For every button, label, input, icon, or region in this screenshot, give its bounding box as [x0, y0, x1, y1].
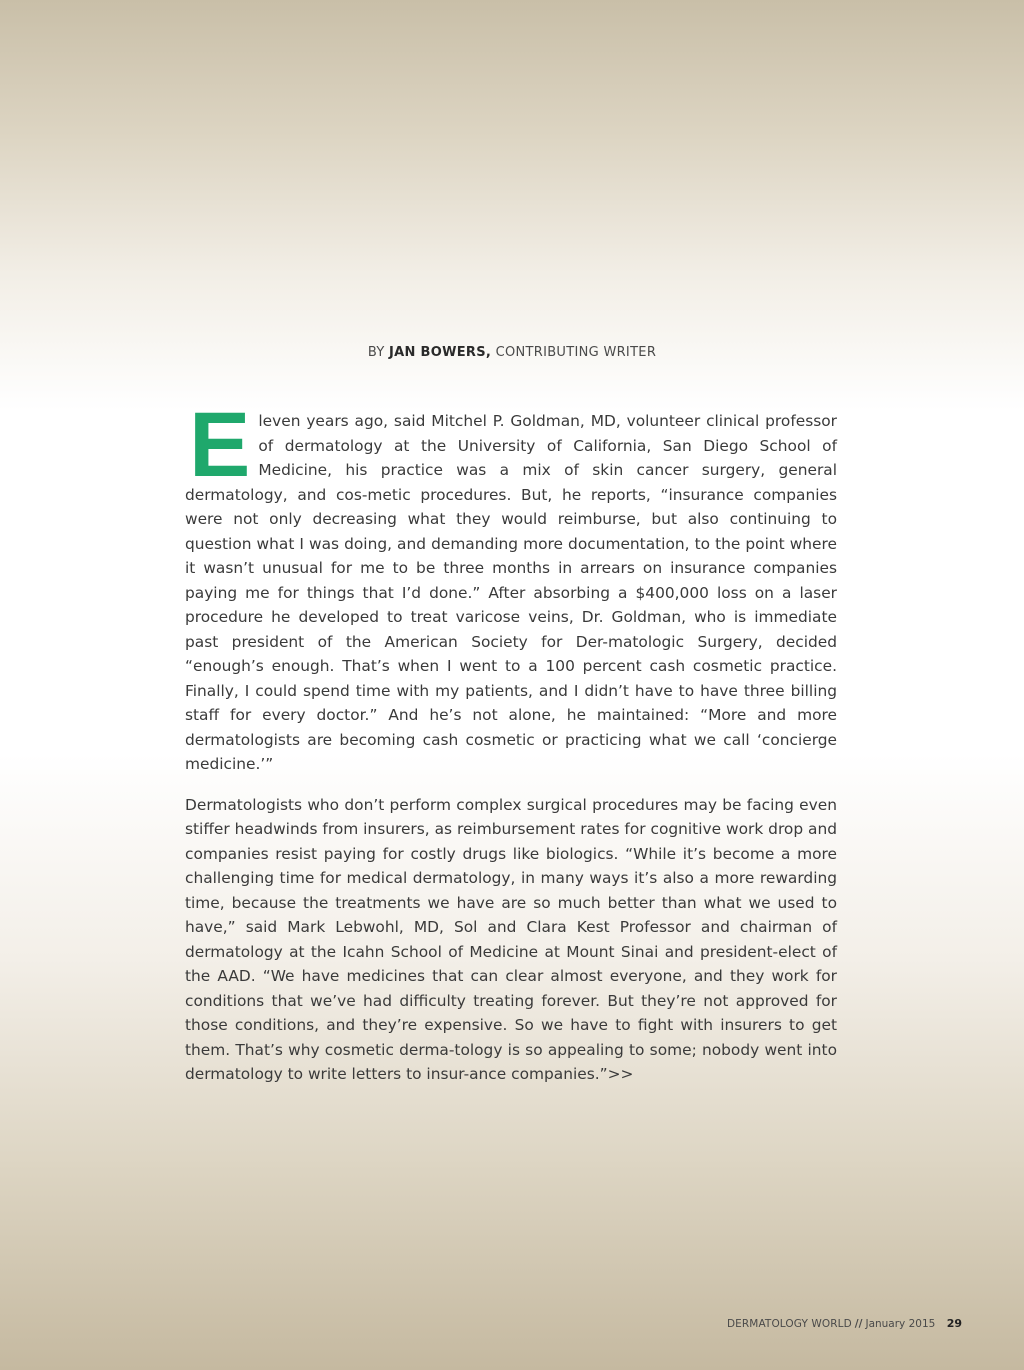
article-paragraph-1 [185, 394, 837, 777]
drop-cap: E [189, 394, 251, 496]
page-footer [727, 1317, 962, 1330]
paragraph-1-text: leven years ago, said Mitchel P. Goldman, MD, volunteer clinical professor of dermatology at the University of California, San Diego School of Medicine, his practice was a mix of skin cancer surgery, general dermatology, and cos-metic procedures. But, he reports, “insurance companies were not only decreasing what they would reimburse, but also continuing to question what I was doing, and demanding more documentation, to the point where it wasn’t unusual for me to be three months in arrears on insurance companies paying me for things that I’d done.” After absorbing a $400,000 loss on a laser procedure he developed to treat varicose veins, Dr. Goldman, who is immediate past president of the American Society for Der-matologic Surgery, decided “enough’s enough. That’s when I went to a 100 percent cash cosmetic practice. Finally, I could spend time with my patients, and I didn’t have to have three billing staff for every doctor.” And he’s not alone, he maintained: “More and more dermatologists are becoming cash cosmetic or practicing what we call ‘concierge medicine.’” [185, 412, 837, 773]
byline [0, 345, 1024, 360]
article-body [185, 394, 837, 1087]
byline-prefix: BY [367, 345, 385, 360]
page-number: 29 [946, 1317, 962, 1330]
issue-date: January 2015 [865, 1318, 936, 1330]
article-paragraph-2: Dermatologists who don’t perform complex surgical procedures may be facing even stiffer headwinds from insurers, as reimbursement rates for cognitive work drop and companies resist paying for costly drugs like biologics. “While it’s become a more challenging time for medical dermatology, in many ways it’s also a more rewarding time, because the treatments we have are so much better than what we used to have,” said Mark Lebwohl, MD, Sol and Clara Kest Professor and chairman of dermatology at the Icahn School of Medicine at Mount Sinai and president-elect of the AAD. “We have medicines that can clear almost everyone, and they work for conditions that we’ve had difficulty treating forever. But they’re not approved for those conditions, and they’re expensive. So we have to fight with insurers to get them. That’s why cosmetic derma-tology is so appealing to some; nobody went into dermatology to write letters to insur-ance companies.”>> [185, 795, 837, 1083]
publication-name: DERMATOLOGY WORLD [726, 1318, 852, 1330]
byline-author: JAN BOWERS, [389, 345, 492, 360]
footer-separator: // [854, 1318, 863, 1330]
byline-role: CONTRIBUTING WRITER [495, 345, 657, 360]
